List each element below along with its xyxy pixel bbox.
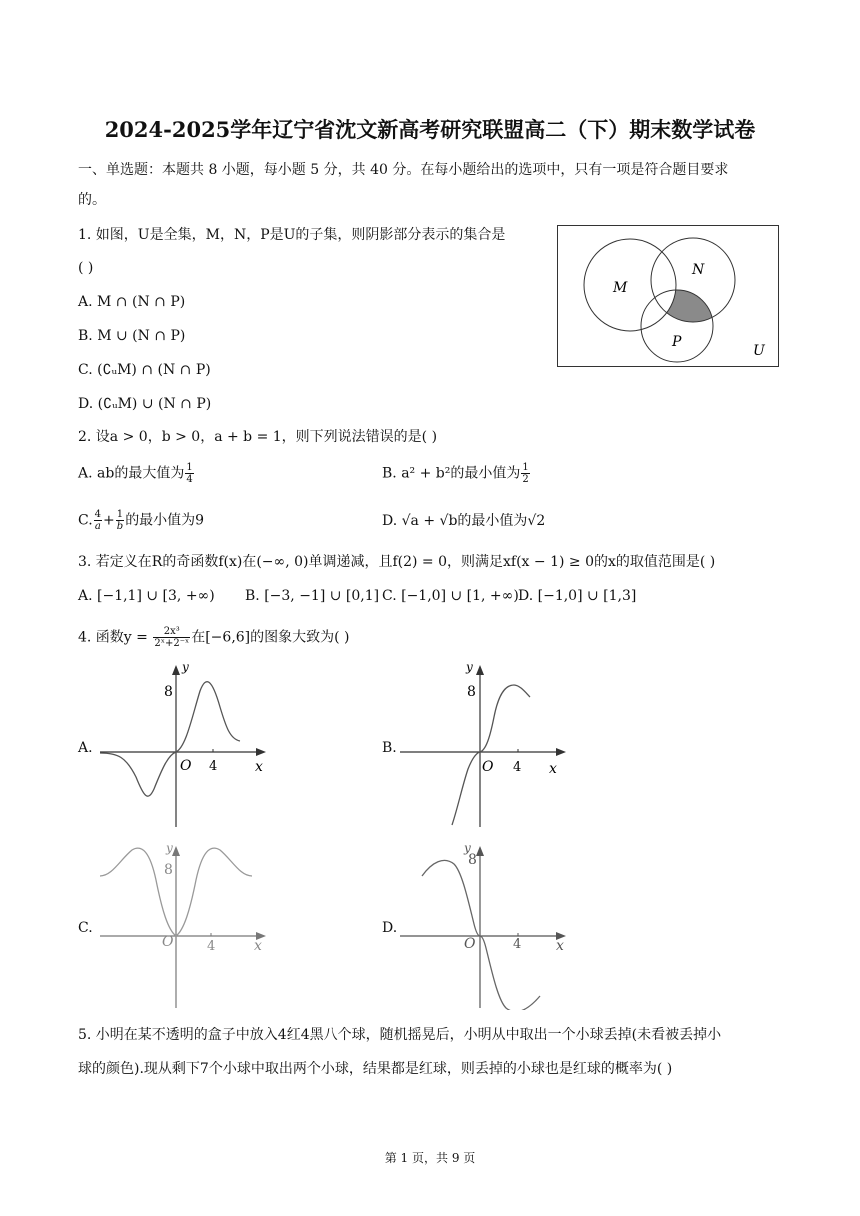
frac-numerator: 1 [116, 509, 124, 520]
q2-option-b-text: B. a² + b²的最小值为 [382, 465, 521, 482]
q2-option-c [78, 509, 204, 532]
graph-a [96, 657, 276, 832]
q2-stem: 2. 设a > 0，b > 0，a + b = 1，则下列说法错误的是( ) [78, 429, 438, 445]
q3-stem: 3. 若定义在R的奇函数f(x)在(−∞, 0)单调递减，且f(2) = 0，则满足xf(x − 1) ≥ 0的x的取值范围是( ) [78, 554, 716, 570]
q2-option-a-text: A. ab的最大值为 [78, 465, 185, 482]
frac-numerator: 4 [94, 509, 102, 520]
origin-label: O [162, 934, 174, 950]
q2-option-c-text: 的最小值为9 [125, 512, 205, 529]
x-axis-label: x [254, 938, 262, 954]
x-axis-label: x [556, 938, 564, 954]
q1-option-a: A. M ∩ (N ∩ P) [78, 294, 186, 310]
y-arrow-icon [476, 846, 484, 856]
q2-option-b [382, 462, 531, 485]
y-arrow-icon [172, 846, 180, 856]
q3-option-c: C. [−1,0] ∪ [1, +∞) [382, 588, 519, 604]
y-axis-label: y [166, 841, 173, 855]
x-arrow-icon [556, 748, 566, 756]
curve [422, 860, 540, 1010]
q4-stem-post: 在[−6,6]的图象大致为( ) [191, 629, 350, 646]
q1-option-d: D. (∁ᵤM) ∪ (N ∩ P) [78, 396, 212, 412]
y-axis-label: y [182, 660, 189, 674]
q4-label-c: C. [78, 920, 93, 936]
section-heading-line1: 一、单选题：本题共 8 小题，每小题 5 分，共 40 分。在每小题给出的选项中，只有一项是符合题目要求 [78, 162, 729, 178]
q1-stem-line2: ( ) [78, 260, 94, 276]
q2-option-a-fraction [185, 462, 193, 485]
tick-x-label: 4 [207, 939, 216, 954]
q3-option-a: A. [−1,1] ∪ [3, +∞) [78, 588, 215, 604]
tick-x-label: 4 [513, 760, 522, 775]
q4-label-b: B. [382, 740, 397, 756]
q2-option-b-fraction [521, 462, 529, 485]
tick-y-label: 8 [164, 684, 173, 700]
q2-option-c-fraction1 [94, 509, 102, 532]
q1-option-b: B. M ∪ (N ∩ P) [78, 328, 186, 344]
venn-label-n: N [692, 262, 705, 278]
section-heading-line2: 的。 [78, 192, 106, 208]
venn-label-u: U [753, 343, 765, 359]
venn-diagram [557, 225, 779, 367]
tick-x-label: 4 [513, 937, 522, 952]
q5-line2: 球的颜色).现从剩下7个小球中取出两个小球，结果都是红球，则丢掉的小球也是红球的概率为( ) [78, 1061, 673, 1077]
y-axis-label: y [466, 660, 473, 674]
tick-x-label: 4 [209, 759, 218, 774]
q4-label-a: A. [78, 740, 93, 756]
venn-label-m: M [613, 280, 628, 296]
q2-option-a [78, 462, 195, 485]
origin-label: O [464, 936, 476, 952]
page-footer: 第 1 页，共 9 页 [384, 1151, 476, 1165]
q1-option-c: C. (∁ᵤM) ∩ (N ∩ P) [78, 362, 211, 378]
y-arrow-icon [172, 665, 180, 675]
tick-y-label: 8 [468, 852, 477, 868]
frac-denominator: 2 [522, 474, 529, 485]
graph-c [96, 840, 276, 1010]
curve [452, 685, 530, 825]
q4-stem [78, 626, 350, 649]
frac-numerator: 1 [522, 462, 529, 473]
venn-label-p: P [672, 334, 682, 350]
q2-option-c-fraction2 [116, 509, 124, 532]
origin-label: O [180, 758, 192, 774]
x-axis-label: x [549, 761, 557, 777]
q1-stem-line1: 1. 如图，U是全集，M，N，P是U的子集，则阴影部分表示的集合是 [78, 227, 506, 243]
q4-label-d: D. [382, 920, 398, 936]
tick-y-label: 8 [467, 684, 476, 700]
frac-numerator: 1 [186, 462, 193, 473]
frac-denominator: 2ˣ+2⁻ˣ [154, 638, 190, 649]
graph-b [396, 657, 576, 832]
x-arrow-icon [256, 748, 266, 756]
frac-denominator: 4 [186, 474, 193, 485]
frac-denominator: b [116, 521, 124, 532]
origin-label: O [482, 759, 494, 775]
q4-stem-pre: 4. 函数y = [78, 629, 153, 646]
y-arrow-icon [476, 665, 484, 675]
x-axis-label: x [255, 759, 263, 775]
frac-numerator: 2x³ [153, 626, 190, 638]
q5-line1: 5. 小明在某不透明的盒子中放入4红4黑八个球，随机摇晃后，小明从中取出一个小球丢掉(未看被丢掉小 [78, 1027, 722, 1043]
page-title: 2024-2025学年辽宁省沈文新高考研究联盟高二（下）期末数学试卷 [104, 117, 756, 142]
graph-d [396, 840, 576, 1010]
q4-function-fraction [153, 626, 190, 649]
frac-denominator: a [94, 521, 101, 532]
q2-option-c-label: C. [78, 512, 93, 529]
q2-option-d: D. √a + √b的最小值为√2 [382, 513, 546, 529]
tick-y-label: 8 [164, 862, 173, 878]
q3-option-b: B. [−3, −1] ∪ [0,1] [245, 588, 380, 604]
q3-option-d: D. [−1,0] ∪ [1,3] [518, 588, 637, 604]
plus-sign: + [103, 512, 115, 529]
y-axis-label: y [464, 841, 471, 855]
